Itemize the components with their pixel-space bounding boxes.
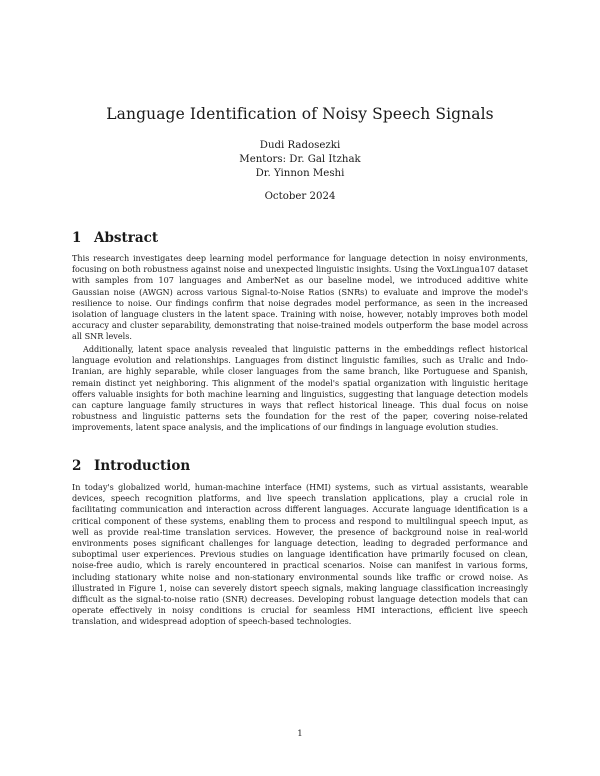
- author-block: [0, 139, 600, 181]
- section-title: Abstract: [94, 230, 159, 246]
- section-number: 2: [72, 458, 82, 474]
- paper-title: Language Identification of Noisy Speech Signals: [106, 105, 494, 123]
- abstract-paragraph-1: This research investigates deep learning model performance for language detection in noisy environments, focusing on both robustness against noise and unexpected linguistic insights. Using the VoxLingua107 dataset with samples from 107 languages and AmberNet as our baseline model, we introduced additive white Gaussian noise (AWGN) across various Signal-to-Noise Ratios (SNRs) to evaluate and improve the model's resilience to noise. Our findings confirm that noise degrades model performance, as seen in the increased isolation of language clusters in the latent space. Training with noise, however, notably improves both model accuracy and cluster separability, demonstrating that noise-trained models outperform the base model across all SNR levels.: [72, 253, 528, 342]
- paper-date: October 2024: [264, 191, 336, 202]
- mentor-line: Mentors: Dr. Gal Itzhak: [239, 154, 361, 165]
- section-heading-abstract: [72, 229, 158, 247]
- mentor-line: Dr. Yinnon Meshi: [255, 168, 345, 179]
- page-number: 1: [297, 729, 303, 739]
- author-name: Dudi Radosezki: [259, 140, 341, 151]
- abstract-paragraph-2: Additionally, latent space analysis revealed that linguistic patterns in the embeddings reflect historical language evolution and relationships. Languages from distinct linguistic families, such as Uralic and Indo-Iranian, are highly separable, while closer languages from the same branch, like Portuguese and Spanish, remain distinct yet neighboring. This alignment of the model's spatial organization with linguistic heritage offers valuable insights for both machine learning and linguistics, suggesting that language detection models can capture language family structures in ways that reflect historical lineage. This dual focus on noise robustness and linguistic patterns sets the foundation for the rest of the paper, covering noise-related improvements, latent space analysis, and the implications of our findings in language evolution studies.: [72, 344, 528, 433]
- introduction-paragraph-1: In today's globalized world, human-machine interface (HMI) systems, such as virtual assistants, wearable devices, speech recognition platforms, and live speech translation applications, play a crucial role in facilitating communication and interaction across different languages. Accurate language identification is a critical component of these systems, enabling them to process and respond to multilingual speech input, as well as provide real-time translation services. However, the presence of background noise in real-world environments poses significant challenges for language detection, leading to degraded performance and suboptimal user experiences. Previous studies on language identification have primarily focused on clean, noise-free audio, which is rarely encountered in practical scenarios. Noise can manifest in various forms, including stationary white noise and non-stationary environmental sounds like traffic or crowd noise. As illustrated in Figure 1, noise can severely distort speech signals, making language classification increasingly difficult as the signal-to-noise ratio (SNR) decreases. Developing robust language detection models that can operate effectively in noisy conditions is crucial for seamless HMI interactions, efficient live speech translation, and widespread adoption of speech-based technologies.: [72, 482, 528, 627]
- section-title: Introduction: [94, 458, 191, 474]
- section-heading-introduction: [72, 457, 190, 475]
- section-number: 1: [72, 230, 82, 246]
